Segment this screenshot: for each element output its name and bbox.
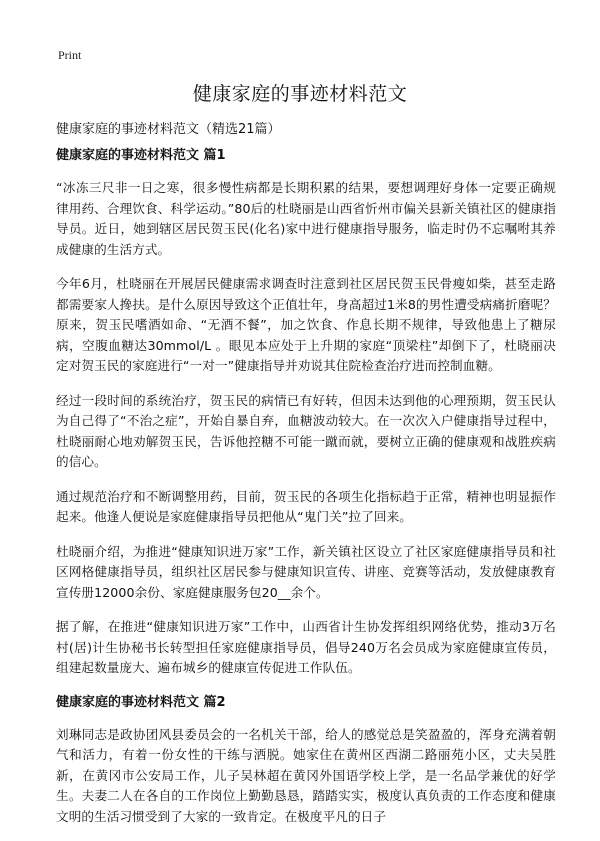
paragraph: 今年6月，杜晓丽在开展居民健康需求调查时注意到社区居民贺玉民骨瘦如柴，甚至走路都需要家人搀扶。是什么原因导致这个正值壮年，身高超过1米8的男性遭受病痛折磨呢？原来，贺玉民嗜酒如命、“无酒不餐”，加之饮食、作息长期不规律，导致他患上了糖尿病，空腹血糖达30mmol/L 。眼见本应处于上升期的家庭“顶梁柱”却倒下了，杜晓丽决定对贺玉民的家庭进行“一对一”健康指导并劝说其住院检查治疗进而控制血糖。 <box>56 276 556 373</box>
section-heading: 健康家庭的事迹材料范文 篇1 <box>56 148 226 163</box>
paragraph: 据了解，在推进“健康知识进万家”工作中，山西省计生协发挥组织网络优势，推动3万名村(居)计生协秘书长转型担任家庭健康指导员，倡导240万名会员成为家庭健康宣传员，组建起数量庞大、遍布城乡的健康宣传促进工作队伍。 <box>56 619 556 675</box>
paragraph: 杜晓丽介绍，为推进“健康知识进万家”工作，新关镇社区设立了社区家庭健康指导员和社区网格健康指导员，组织社区居民参与健康知识宣传、讲座、竞赛等活动，发放健康教育宣传册12000余份、家庭健康服务包20__余个。 <box>56 543 556 600</box>
document-title: 健康家庭的事迹材料范文 <box>192 83 408 105</box>
paragraph: 刘琳同志是政协团风县委员会的一名机关干部，给人的感觉总是笑盈盈的，浑身充满着朝气和活力，有着一份女性的干练与洒脱。她家住在黄州区西湖二路丽苑小区，丈夫吴胜新，在黄冈市公安局工作，儿子吴林超在黄冈外国语学校上学，是一名品学兼优的好学生。夫妻二人在各自的工作岗位上勤勤恳恳，踏踏实实，极度认真负责的工作态度和健康文明的生活习惯受到了大家的一致肯定。在极度平凡的日子 <box>56 726 556 824</box>
section-heading: 健康家庭的事迹材料范文 篇2 <box>56 694 226 710</box>
paragraph: 经过一段时间的系统治疗，贺玉民的病情已有好转，但因未达到他的心理预期，贺玉民认为自己得了“不治之症”，开始自暴自弃，血糖波动较大。在一次次入户健康指导过程中，杜晓丽耐心地劝解贺玉民，告诉他控糖不可能一蹴而就，要树立正确的健康观和战胜疾病的信心。 <box>56 392 556 469</box>
paragraph: 通过规范治疗和不断调整用药，目前，贺玉民的各项生化指标趋于正常，精神也明显振作起来。他逢人便说是家庭健康指导员把他从“鬼门关”拉了回来。 <box>56 488 556 524</box>
paragraph: “冰冻三尺非一日之寒，很多慢性病都是长期积累的结果，要想调理好身体一定要正确规律用药、合理饮食、科学运动。”80后的杜晓丽是山西省忻州市偏关县新关镇社区的健康指导员。近日，她到辖区居民贺玉民(化名)家中进行健康指导服务，临走时仍不忘嘱咐其养成健康的生活方式。 <box>56 180 556 257</box>
document-subtitle: 健康家庭的事迹材料范文（精选21篇） <box>56 122 281 137</box>
document-body <box>56 146 556 841</box>
print-link[interactable]: Print <box>58 48 82 62</box>
